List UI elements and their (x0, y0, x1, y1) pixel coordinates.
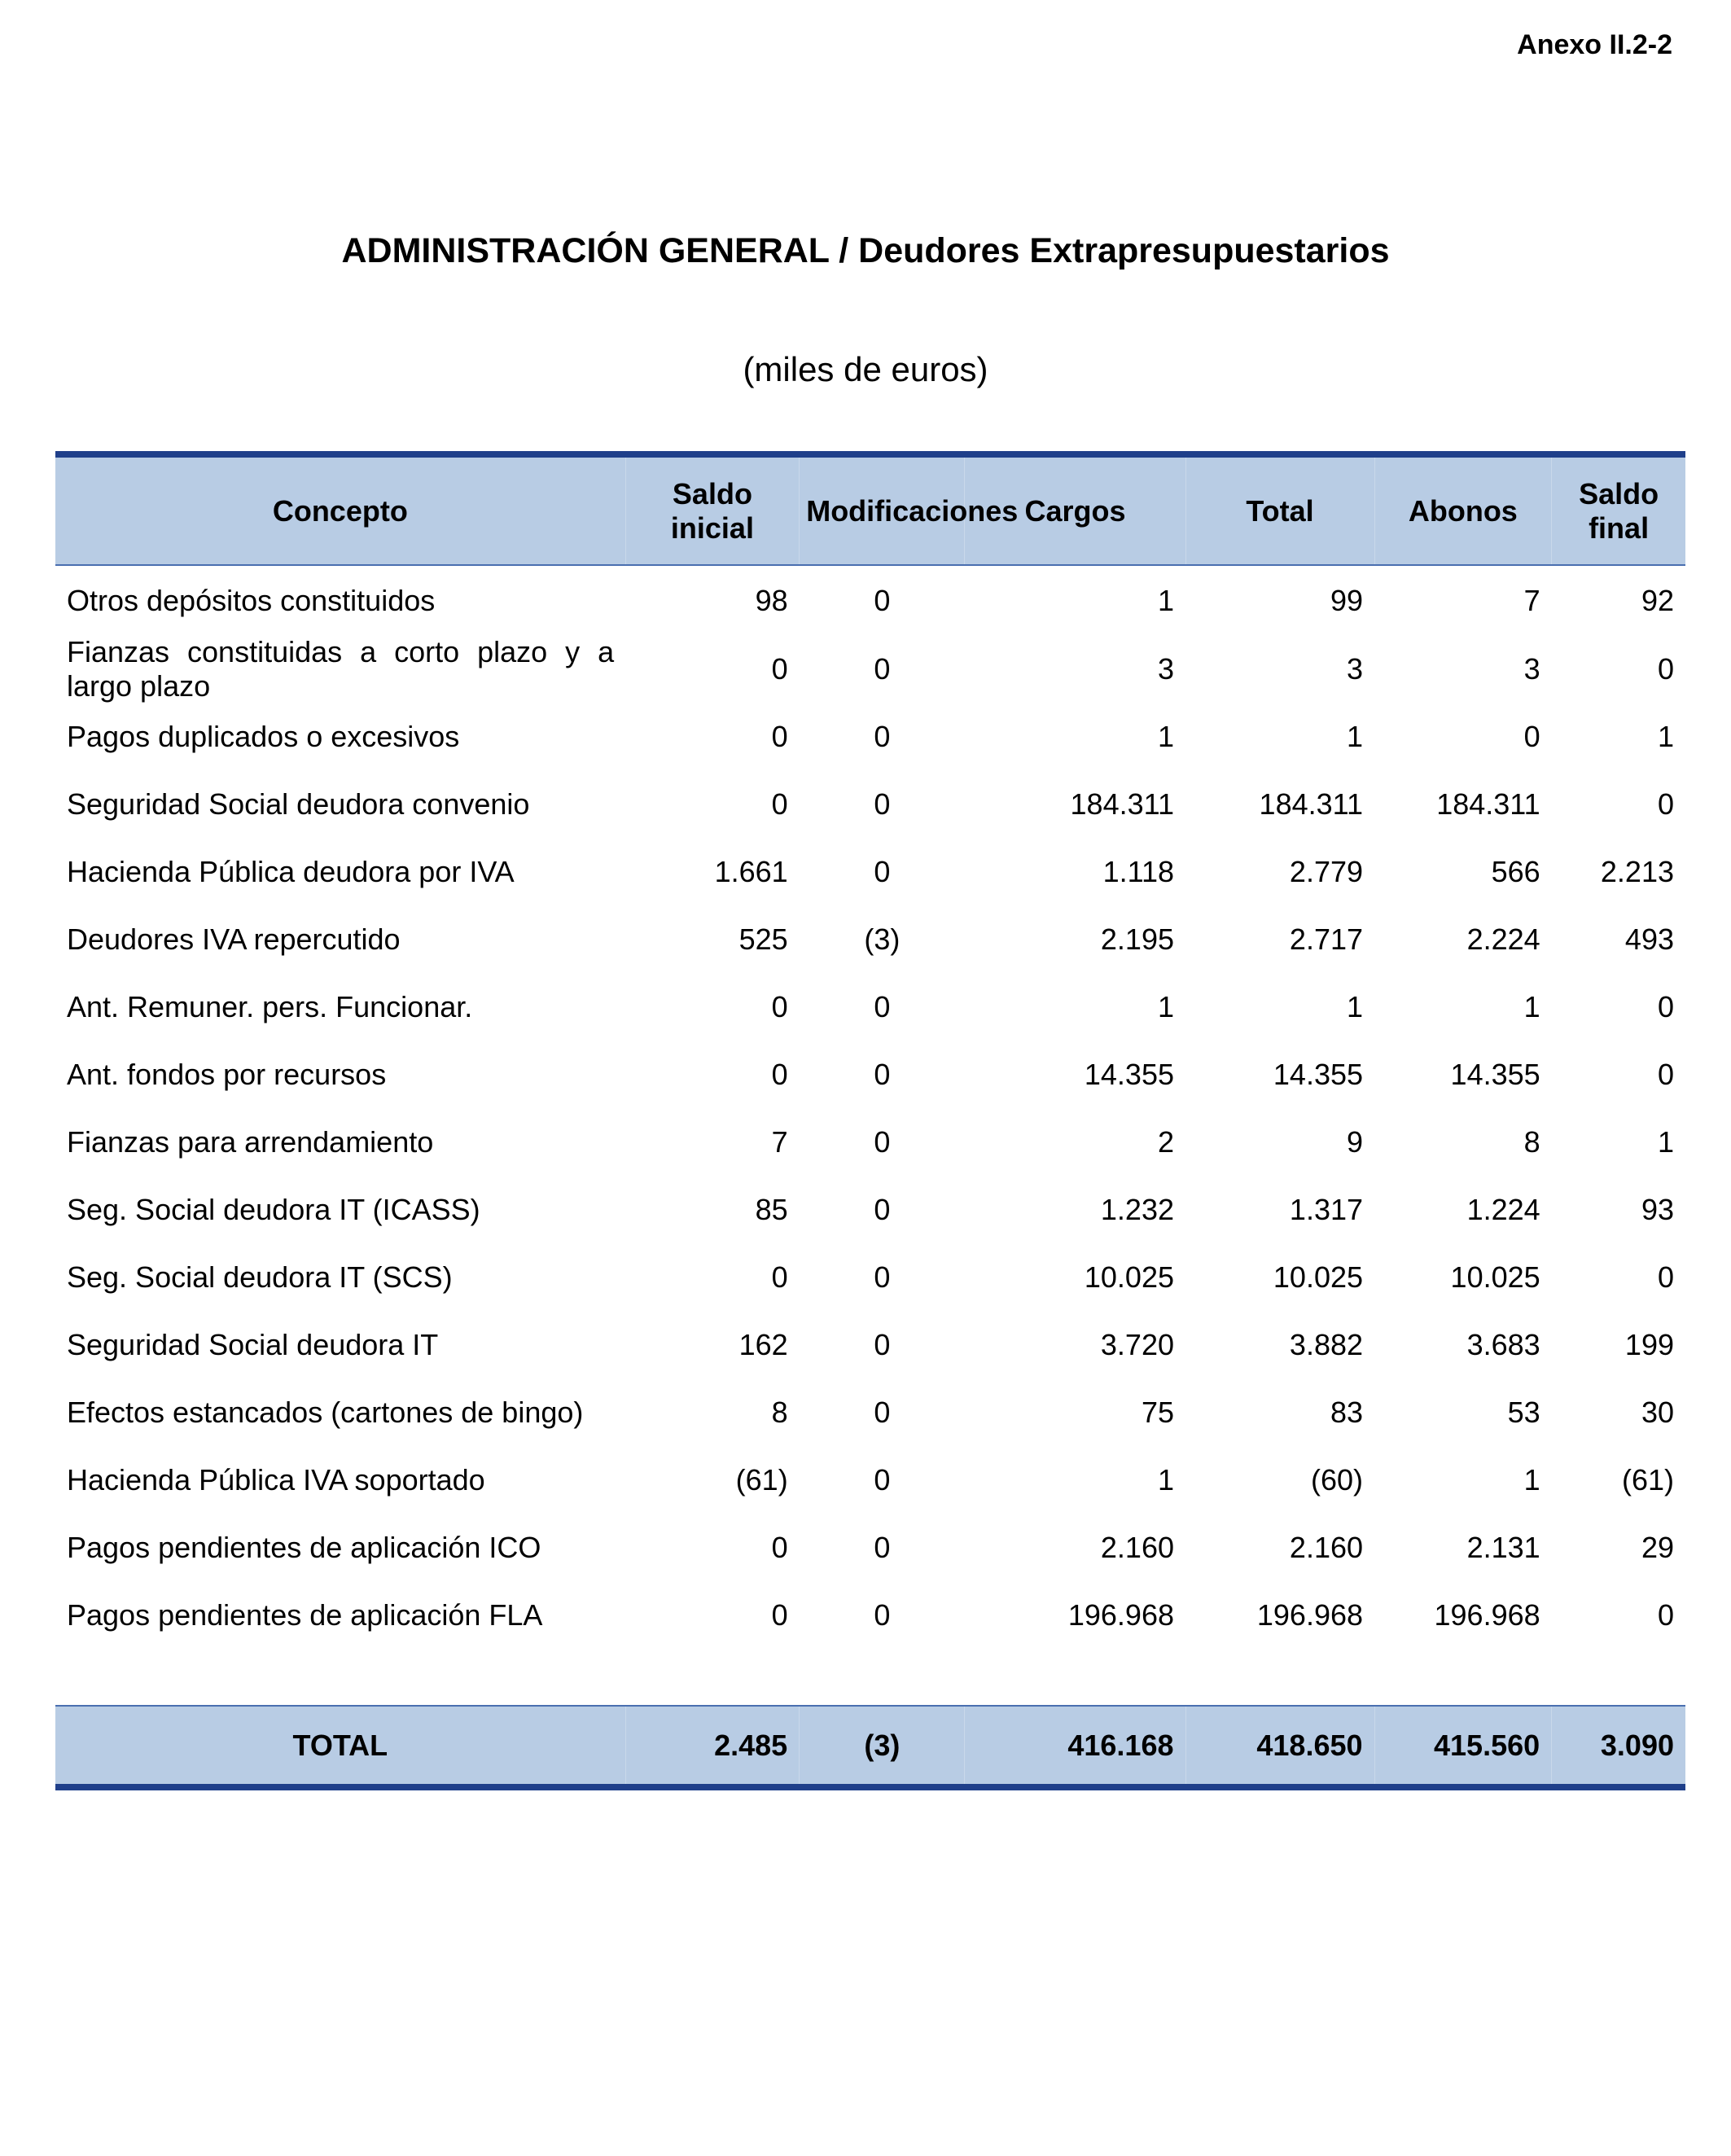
cell-saldo-inicial: 0 (771, 719, 788, 753)
cell-saldo-final: 1 (1657, 1124, 1674, 1159)
cell-total: 2.779 (1289, 854, 1364, 888)
cell-cargos: 1 (1157, 989, 1174, 1023)
table-row (55, 1514, 1685, 1581)
cell-modificaciones: 0 (874, 651, 891, 686)
debtors-table (55, 451, 1685, 1790)
cell-saldo-inicial: 0 (771, 1597, 788, 1632)
cell-abonos: 1 (1523, 989, 1540, 1023)
cell-saldo-inicial: 7 (771, 1124, 788, 1159)
cell-saldo-final: 2.213 (1600, 854, 1674, 888)
cell-saldo-final: 1 (1657, 719, 1674, 753)
total-cargos: 416.168 (965, 1706, 1185, 1787)
header-saldo-inicial: Saldo inicial (625, 454, 800, 565)
cell-saldo-inicial: 0 (771, 1260, 788, 1294)
cell-concepto: Pagos duplicados o excesivos (67, 719, 460, 753)
table-row (55, 770, 1685, 838)
spacer-row (55, 1649, 1685, 1706)
cell-concepto: Otros depósitos constituidos (67, 583, 436, 617)
cell-concepto: Pagos pendientes de aplicación ICO (67, 1530, 541, 1564)
cell-total: 1 (1346, 989, 1364, 1023)
cell-saldo-inicial: 8 (771, 1395, 788, 1429)
table-row (55, 973, 1685, 1041)
total-row (55, 1706, 1685, 1787)
cell-abonos: 8 (1523, 1124, 1540, 1159)
cell-cargos: 2.195 (1100, 922, 1174, 956)
cell-concepto: Hacienda Pública deudora por IVA (67, 854, 515, 888)
table-row (55, 1446, 1685, 1514)
cell-saldo-final: 29 (1641, 1530, 1674, 1564)
cell-cargos: 75 (1141, 1395, 1174, 1429)
cell-total: 83 (1330, 1395, 1364, 1429)
cell-saldo-inicial: 525 (738, 922, 788, 956)
cell-concepto: Seguridad Social deudora convenio (67, 787, 530, 821)
cell-cargos: 2 (1157, 1124, 1174, 1159)
cell-cargos: 1 (1157, 583, 1174, 617)
cell-modificaciones: 0 (874, 1192, 891, 1226)
cell-total: 2.717 (1289, 922, 1364, 956)
cell-total: 184.311 (1259, 787, 1364, 821)
table-row (55, 1378, 1685, 1446)
cell-saldo-inicial: (61) (735, 1462, 788, 1496)
cell-saldo-inicial: 98 (755, 583, 788, 617)
cell-total: 9 (1346, 1124, 1364, 1159)
cell-modificaciones: 0 (874, 1530, 891, 1564)
cell-saldo-inicial: 85 (755, 1192, 788, 1226)
cell-concepto: Fianzas para arrendamiento (67, 1124, 434, 1159)
cell-abonos: 10.025 (1450, 1260, 1540, 1294)
cell-saldo-inicial: 0 (771, 787, 788, 821)
cell-abonos: 1.224 (1466, 1192, 1540, 1226)
cell-saldo-inicial: 0 (771, 1530, 788, 1564)
cell-total: 10.025 (1273, 1260, 1364, 1294)
cell-abonos: 1 (1523, 1462, 1540, 1496)
cell-total: 3.882 (1289, 1327, 1364, 1361)
cell-modificaciones: 0 (874, 1597, 891, 1632)
table-row (55, 1581, 1685, 1649)
cell-modificaciones: 0 (874, 854, 891, 888)
cell-abonos: 196.968 (1434, 1597, 1540, 1632)
cell-total: 14.355 (1273, 1057, 1364, 1091)
cell-abonos: 0 (1523, 719, 1540, 753)
cell-saldo-inicial: 1.661 (714, 854, 788, 888)
total-modificaciones: (3) (800, 1706, 965, 1787)
cell-cargos: 1 (1157, 1462, 1174, 1496)
cell-total: 196.968 (1256, 1597, 1364, 1632)
cell-cargos: 3.720 (1100, 1327, 1174, 1361)
table-row (55, 1311, 1685, 1378)
header-concepto: Concepto (55, 454, 625, 565)
total-abonos: 415.560 (1374, 1706, 1552, 1787)
cell-concepto: Seg. Social deudora IT (SCS) (67, 1260, 453, 1294)
cell-modificaciones: 0 (874, 1124, 891, 1159)
cell-abonos: 2.131 (1466, 1530, 1540, 1564)
table-header-row (55, 454, 1685, 565)
cell-modificaciones: 0 (874, 1462, 891, 1496)
cell-cargos: 1 (1157, 719, 1174, 753)
cell-modificaciones: (3) (864, 922, 901, 956)
cell-saldo-final: 0 (1657, 1597, 1674, 1632)
cell-total: 3 (1346, 651, 1364, 686)
header-saldo-final: Saldo final (1552, 454, 1685, 565)
cell-saldo-inicial: 0 (771, 989, 788, 1023)
cell-concepto: Hacienda Pública IVA soportado (67, 1462, 485, 1496)
cell-saldo-inicial: 0 (771, 1057, 788, 1091)
cell-saldo-final: 0 (1657, 787, 1674, 821)
cell-total: 1 (1346, 719, 1364, 753)
cell-concepto: Fianzas constituidas a corto plazo y a largo plazo (67, 635, 615, 703)
cell-abonos: 3.683 (1466, 1327, 1540, 1361)
header-cargos: Cargos (965, 454, 1185, 565)
cell-saldo-final: 0 (1657, 1260, 1674, 1294)
page-title: ADMINISTRACIÓN GENERAL / Deudores Extrapresupuestarios (341, 231, 1390, 270)
cell-concepto: Pagos pendientes de aplicación FLA (67, 1597, 543, 1632)
cell-saldo-final: (61) (1621, 1462, 1674, 1496)
table-row (55, 1041, 1685, 1108)
cell-cargos: 184.311 (1070, 787, 1174, 821)
table-body (55, 565, 1685, 1649)
table-row (55, 565, 1685, 635)
cell-abonos: 14.355 (1450, 1057, 1540, 1091)
cell-cargos: 2.160 (1100, 1530, 1174, 1564)
cell-modificaciones: 0 (874, 1260, 891, 1294)
cell-saldo-final: 199 (1624, 1327, 1674, 1361)
table-row (55, 1243, 1685, 1311)
cell-saldo-final: 493 (1624, 922, 1674, 956)
cell-concepto: Efectos estancados (cartones de bingo) (67, 1395, 584, 1429)
cell-saldo-final: 0 (1657, 1057, 1674, 1091)
cell-total: 99 (1330, 583, 1364, 617)
cell-saldo-final: 0 (1657, 989, 1674, 1023)
cell-saldo-final: 93 (1641, 1192, 1674, 1226)
cell-modificaciones: 0 (874, 1057, 891, 1091)
table-row (55, 838, 1685, 905)
cell-modificaciones: 0 (874, 1395, 891, 1429)
units-subtitle: (miles de euros) (743, 350, 988, 388)
cell-cargos: 196.968 (1067, 1597, 1174, 1632)
cell-modificaciones: 0 (874, 787, 891, 821)
cell-total: 1.317 (1289, 1192, 1364, 1226)
table-row (55, 1108, 1685, 1176)
cell-modificaciones: 0 (874, 583, 891, 617)
header-abonos: Abonos (1374, 454, 1552, 565)
total-label: TOTAL (55, 1706, 625, 1787)
table-row (55, 635, 1685, 703)
cell-concepto: Seg. Social deudora IT (ICASS) (67, 1192, 480, 1226)
cell-concepto: Seguridad Social deudora IT (67, 1327, 439, 1361)
cell-abonos: 53 (1507, 1395, 1540, 1429)
cell-cargos: 14.355 (1084, 1057, 1174, 1091)
cell-abonos: 184.311 (1436, 787, 1540, 821)
cell-modificaciones: 0 (874, 719, 891, 753)
total-saldo-final: 3.090 (1552, 1706, 1685, 1787)
table-row (55, 703, 1685, 770)
table-row (55, 905, 1685, 973)
cell-saldo-inicial: 162 (738, 1327, 788, 1361)
header-modificaciones: Modificaciones (800, 454, 965, 565)
cell-saldo-final: 0 (1657, 651, 1674, 686)
table-row (55, 1176, 1685, 1243)
total-total: 418.650 (1185, 1706, 1374, 1787)
cell-modificaciones: 0 (874, 989, 891, 1023)
annex-label: Anexo II.2-2 (1517, 29, 1672, 60)
cell-modificaciones: 0 (874, 1327, 891, 1361)
header-total: Total (1185, 454, 1374, 565)
cell-abonos: 3 (1523, 651, 1540, 686)
total-saldo-inicial: 2.485 (625, 1706, 800, 1787)
cell-cargos: 1.118 (1102, 854, 1174, 888)
cell-saldo-inicial: 0 (771, 651, 788, 686)
cell-abonos: 7 (1523, 583, 1540, 617)
cell-concepto: Ant. fondos por recursos (67, 1057, 387, 1091)
cell-cargos: 10.025 (1084, 1260, 1174, 1294)
cell-cargos: 1.232 (1100, 1192, 1174, 1226)
cell-concepto: Ant. Remuner. pers. Funcionar. (67, 989, 473, 1023)
cell-concepto: Deudores IVA repercutido (67, 922, 401, 956)
cell-saldo-final: 92 (1641, 583, 1674, 617)
cell-total: 2.160 (1289, 1530, 1364, 1564)
cell-saldo-final: 30 (1641, 1395, 1674, 1429)
cell-total: (60) (1310, 1462, 1364, 1496)
cell-abonos: 566 (1491, 854, 1540, 888)
cell-abonos: 2.224 (1466, 922, 1540, 956)
cell-cargos: 3 (1157, 651, 1174, 686)
